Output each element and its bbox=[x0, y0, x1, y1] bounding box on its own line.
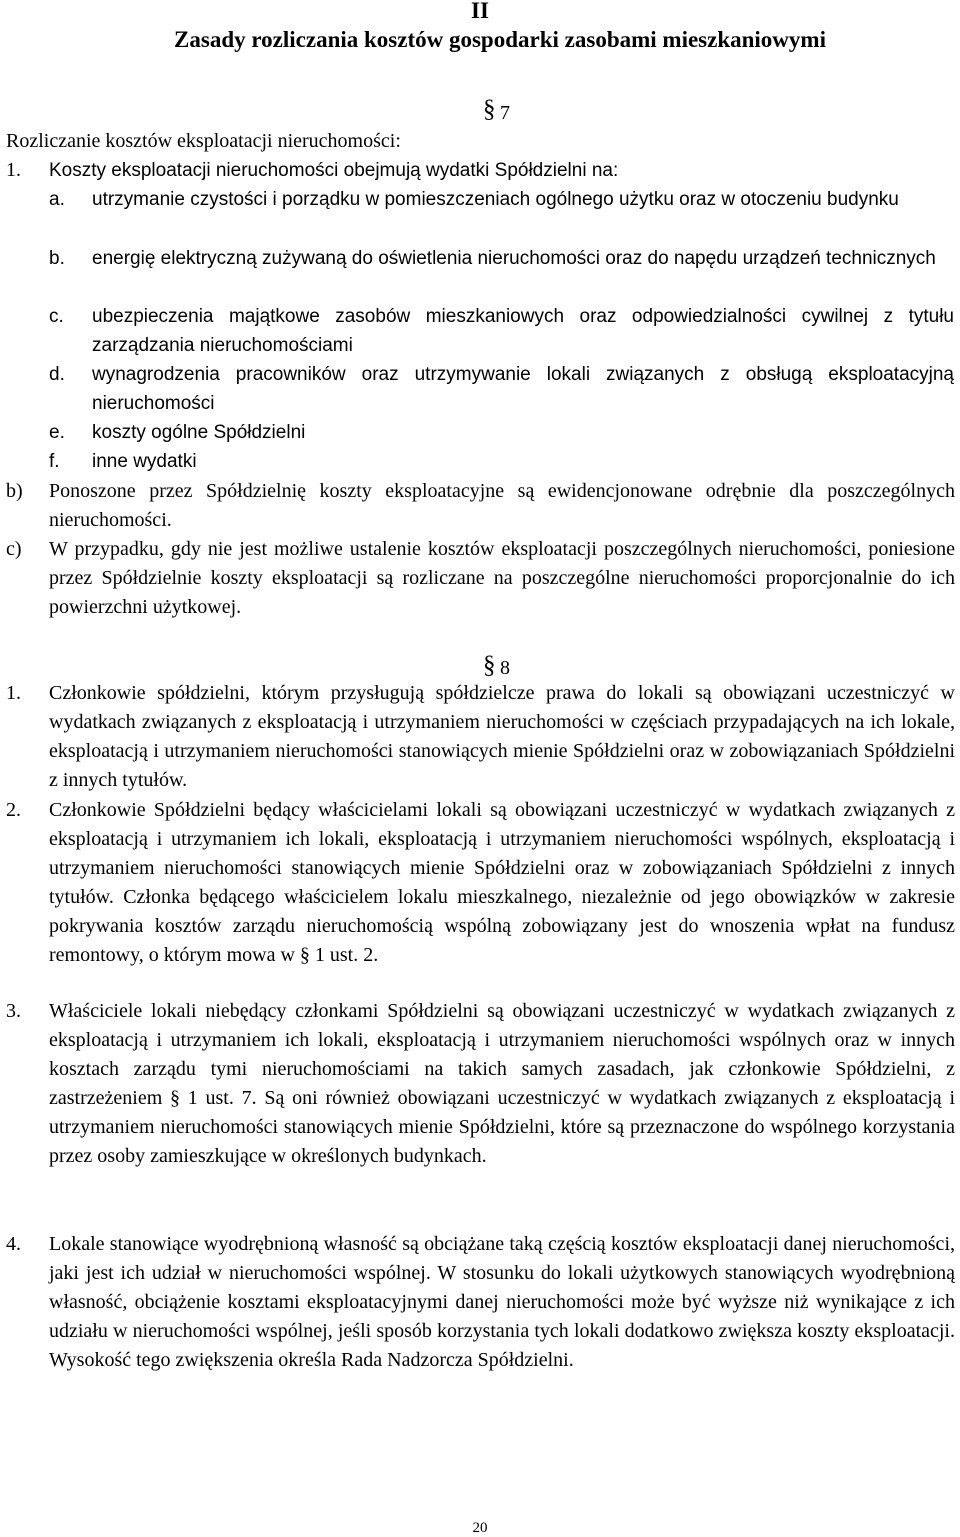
clause-text: W przypadku, gdy nie jest możliwe ustalenie kosztów eksploatacji poszczególnych nieruchomości, poniesione przez Spółdzielnie koszty eksploatacji są rozliczane na poszczególne nieruchomości proporcjonalnie do ich powierzchni użytkowej. bbox=[49, 538, 955, 618]
section-number: 7 bbox=[500, 102, 510, 124]
section-number: 8 bbox=[500, 657, 510, 679]
subitem-text: ubezpieczenia majątkowe zasobów mieszkaniowych oraz odpowiedzialności cywilnej z tytułu zarządzania nieruchomościami bbox=[92, 306, 954, 356]
item-text: Członkowie Spółdzielni będący właścicielami lokali są obowiązani uczestniczyć w wydatkach związanych z eksploatacją i utrzymaniem ich lokali, eksploatacją i utrzymaniem nieruchomości wspólnych, eksploatacją i utrzymaniem nieruchomości stanowiących mienie Spółdzielni oraz w zobowiązaniach Spółdzielni z innych tytułów. Członka będącego właścicielem lokalu mieszkalnego, niezależnie od jego obowiązków w zakresie pokrywania kosztów zarządu nieruchomością wspólną zobowiązany jest do wnoszenia wpłat na fundusz remontowy, o którym mowa w § 1 ust. 2. bbox=[49, 799, 955, 966]
subitem-text: wynagrodzenia pracowników oraz utrzymywanie lokali związanych z obsługą eksploatacyjną nieruchomości bbox=[92, 364, 954, 414]
section-sign-icon: § bbox=[483, 652, 496, 679]
subitem-label: b. bbox=[49, 248, 65, 269]
section-sign-icon: § bbox=[483, 96, 496, 123]
item-label: 2. bbox=[6, 799, 21, 821]
clause-text: Ponoszone przez Spółdzielnię koszty eksploatacyjne są ewidencjonowane odrębnie dla poszczególnych nieruchomości. bbox=[49, 480, 955, 531]
item-text: Właściciele lokali niebędący członkami Spółdzielni są obowiązani uczestniczyć w wydatkach związanych z eksploatacją i utrzymaniem ich lokali, eksploatacją i utrzymaniem nieruchomości wspólnych oraz w innych kosztach zarządu tymi nieruchomościami na takich samych zasadach, jak członkowie Spółdzielni, z zastrzeżeniem § 1 ust. 7. Są oni również obowiązani uczestniczyć w wydatkach związanych z eksploatacją i utrzymaniem nieruchomości stanowiących mienie Spółdzielni, które są przeznaczone do wspólnego korzystania przez osoby zamieszkujące w określonych budynkach. bbox=[49, 1000, 955, 1167]
item-text: Członkowie spółdzielni, którym przysługują spółdzielcze prawa do lokali są obowiązani uczestniczyć w wydatkach związanych z eksploatacją i utrzymaniem nieruchomości w częściach przypadających na ich lokale, eksploatacją i utrzymaniem nieruchomości stanowiących mienie Spółdzielni oraz w zobowiązaniach Spółdzielni z innych tytułów. bbox=[49, 682, 955, 791]
item-label: 4. bbox=[6, 1233, 21, 1255]
item-text: Lokale stanowiące wyodrębnioną własność są obciążane taką częścią kosztów eksploatacji danej nieruchomości, jaki jest ich udział w nieruchomości wspólnej. W stosunku do lokali użytkowych stanowiących wyodrębnioną własność, obciążenie kosztami eksploatacyjnymi danej nieruchomości może być wyższe niż wynikające z ich udziału w nieruchomości wspólnej, jeśli sposób korzystania tych lokali dodatkowo zwiększa koszty eksploatacji. Wysokość tego zwiększenia określa Rada Nadzorcza Spółdzielni. bbox=[49, 1233, 955, 1371]
page-number: 20 bbox=[472, 1520, 488, 1536]
subitem-label: e. bbox=[49, 422, 65, 443]
subitem-text: koszty ogólne Spółdzielni bbox=[92, 422, 306, 443]
chapter-title: Zasady rozliczania kosztów gospodarki zasobami mieszkaniowymi bbox=[174, 27, 826, 52]
item-text: Koszty eksploatacji nieruchomości obejmują wydatki Spółdzielni na: bbox=[49, 160, 619, 181]
clause-label: c) bbox=[6, 538, 22, 560]
clause-label: b) bbox=[6, 480, 23, 502]
subitem-label: f. bbox=[49, 451, 60, 472]
section-intro: Rozliczanie kosztów eksploatacji nieruchomości: bbox=[6, 130, 401, 152]
subitem-text: inne wydatki bbox=[92, 451, 197, 472]
chapter-number: II bbox=[471, 0, 489, 23]
subitem-label: a. bbox=[49, 189, 65, 210]
subitem-text: energię elektryczną zużywaną do oświetlenia nieruchomości oraz do napędu urządzeń technicznych bbox=[92, 248, 936, 269]
item-label: 3. bbox=[6, 1000, 21, 1022]
subitem-label: c. bbox=[49, 306, 64, 327]
item-label: 1. bbox=[6, 159, 21, 181]
item-label: 1. bbox=[6, 682, 21, 704]
subitem-text: utrzymanie czystości i porządku w pomieszczeniach ogólnego użytku oraz w otoczeniu budynku bbox=[92, 189, 899, 210]
subitem-label: d. bbox=[49, 364, 65, 385]
